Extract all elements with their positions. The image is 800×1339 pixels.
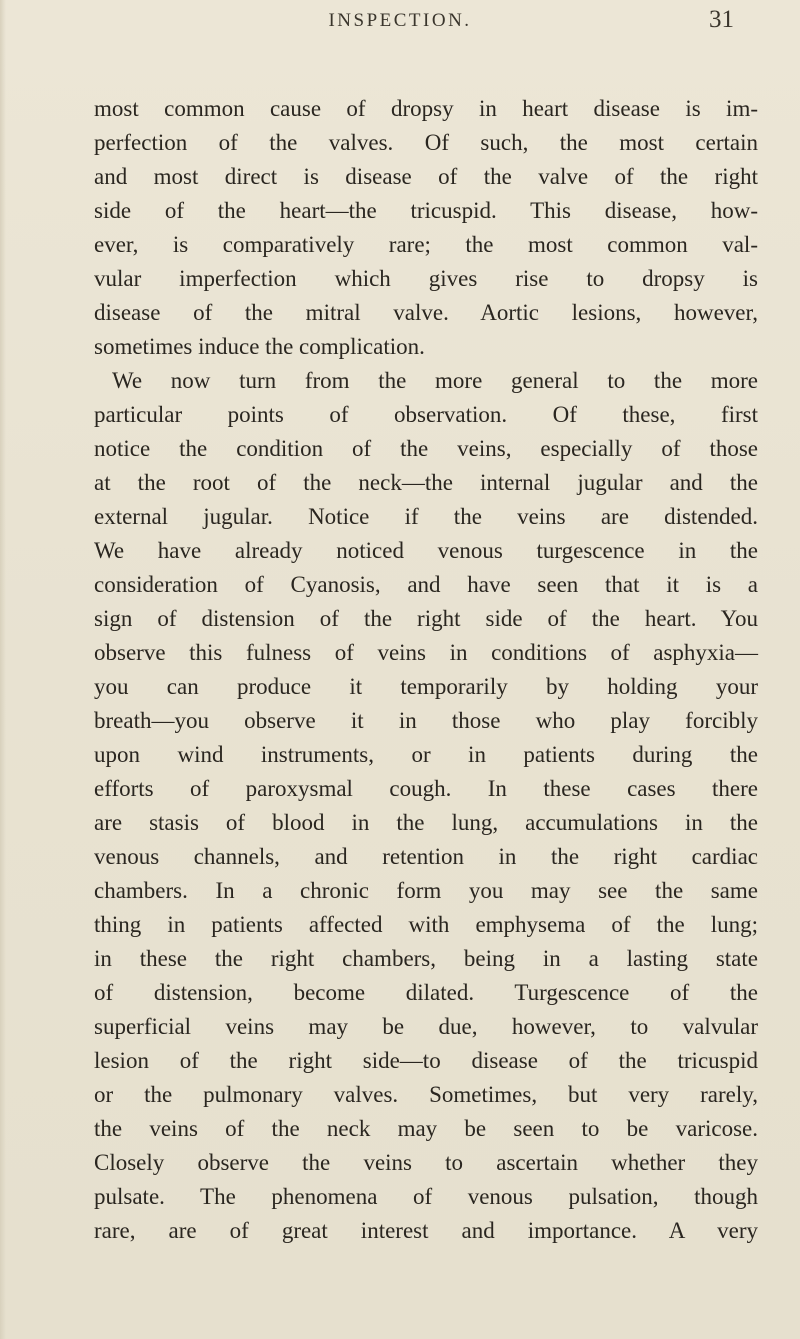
text-line: superficial veins may be due, however, to valvular <box>94 1014 758 1039</box>
text-line: and most direct is disease of the valve of the right <box>94 164 758 189</box>
text-line: sign of distension of the right side of the heart. You <box>94 606 758 631</box>
text-line: or the pulmonary valves. Sometimes, but very rarely, <box>94 1082 758 1107</box>
page-header <box>0 4 800 40</box>
text-line: of distension, become dilated. Turgescence of the <box>94 980 758 1005</box>
text-line: most common cause of dropsy in heart disease is im- <box>94 96 758 121</box>
text-line: perfection of the valves. Of such, the most certain <box>94 130 758 155</box>
text-line: disease of the mitral valve. Aortic lesions, however, <box>94 300 758 325</box>
running-head: INSPECTION. <box>328 10 472 31</box>
text-line: We now turn from the more general to the more <box>112 368 758 393</box>
text-line: external jugular. Notice if the veins are distended. <box>94 504 758 529</box>
text-line: consideration of Cyanosis, and have seen that it is a <box>94 572 758 597</box>
text-line: are stasis of blood in the lung, accumulations in the <box>94 810 758 835</box>
text-line: particular points of observation. Of these, first <box>94 402 758 427</box>
page-edge-shadow <box>0 0 6 1339</box>
text-line: pulsate. The phenomena of venous pulsation, though <box>94 1184 758 1209</box>
text-line: vular imperfection which gives rise to dropsy is <box>94 266 758 291</box>
text-line: Closely observe the veins to ascertain whether they <box>94 1150 758 1175</box>
text-line: in these the right chambers, being in a lasting state <box>94 946 758 971</box>
text-line: the veins of the neck may be seen to be varicose. <box>94 1116 758 1141</box>
text-line: rare, are of great interest and importance. A very <box>94 1218 758 1243</box>
text-line: chambers. In a chronic form you may see the same <box>94 878 758 903</box>
text-line: ever, is comparatively rare; the most common val- <box>94 232 758 257</box>
text-line: notice the condition of the veins, especially of those <box>94 436 758 461</box>
text-line: thing in patients affected with emphysema of the lung; <box>94 912 758 937</box>
text-line: upon wind instruments, or in patients during the <box>94 742 758 767</box>
text-line: breath—you observe it in those who play forcibly <box>94 708 758 733</box>
text-line: you can produce it temporarily by holding your <box>94 674 758 699</box>
text-line: at the root of the neck—the internal jugular and the <box>94 470 758 495</box>
text-line: sometimes induce the complication. <box>94 334 425 359</box>
text-line: We have already noticed venous turgescence in the <box>94 538 758 563</box>
text-line: venous channels, and retention in the right cardiac <box>94 844 758 869</box>
text-line: lesion of the right side—to disease of the tricuspid <box>94 1048 758 1073</box>
page-number: 31 <box>709 6 734 33</box>
text-line: efforts of paroxysmal cough. In these cases there <box>94 776 758 801</box>
text-line: side of the heart—the tricuspid. This disease, how- <box>94 198 758 223</box>
text-line: observe this fulness of veins in conditions of asphyxia— <box>94 640 758 665</box>
